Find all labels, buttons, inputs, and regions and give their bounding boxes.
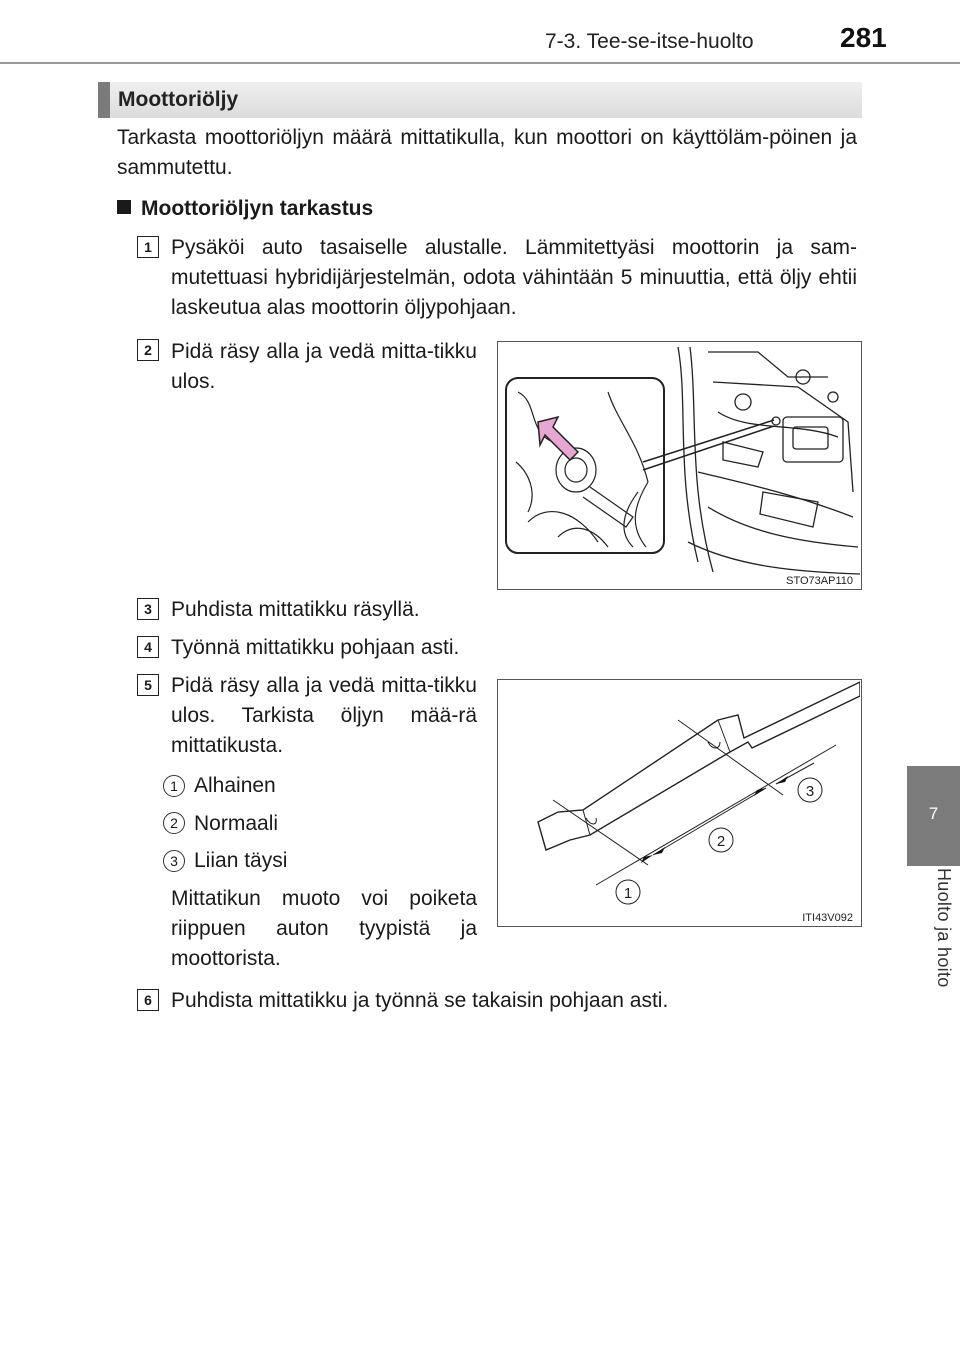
step-number-badge: 4 xyxy=(137,636,159,658)
chapter-title: Huolto ja hoito xyxy=(934,868,954,988)
step-number-badge: 5 xyxy=(137,674,159,696)
figure-code: STO73AP110 xyxy=(786,575,853,587)
chapter-number: 7 xyxy=(928,804,939,823)
level-label: Liian täysi xyxy=(194,849,288,872)
dipstick-label-low: 1 xyxy=(623,885,633,902)
dipstick-label-overfull: 3 xyxy=(805,783,815,800)
step-text: Työnnä mittatikku pohjaan asti. xyxy=(171,636,460,659)
page-number: 281 xyxy=(840,22,887,53)
level-number-circle: 2 xyxy=(163,812,185,834)
header-divider xyxy=(0,62,960,64)
subsection-title: Moottoriöljyn tarkastus xyxy=(141,197,374,220)
section-reference: 7-3. Tee-se-itse-huolto xyxy=(545,30,754,53)
step-text: Puhdista mittatikku räsyllä. xyxy=(171,598,420,621)
dipstick-illustration xyxy=(498,680,860,925)
level-label: Alhainen xyxy=(194,774,276,797)
section-title: Moottoriöljy xyxy=(118,88,239,111)
engine-bay-illustration xyxy=(498,342,860,588)
figure-code: ITI43V092 xyxy=(802,912,853,924)
square-bullet-icon xyxy=(117,200,131,214)
dipstick-label-normal: 2 xyxy=(716,833,726,850)
chapter-tab xyxy=(907,766,960,866)
dipstick-figure xyxy=(497,679,862,927)
note-text: Mittatikun muoto voi poiketa riippuen auton tyypistä ja moottorista. xyxy=(171,887,477,970)
step-number-badge: 2 xyxy=(137,339,159,361)
step-number-badge: 1 xyxy=(137,236,159,258)
step-number-badge: 3 xyxy=(137,598,159,620)
level-number-circle: 1 xyxy=(163,775,185,797)
step-text: Pidä räsy alla ja vedä mitta-tikku ulos. Tarkista öljyn mää-rä mittatikusta. xyxy=(171,674,477,757)
step-text: Pidä räsy alla ja vedä mitta-tikku ulos. xyxy=(171,340,477,393)
step-text: Puhdista mittatikku ja työnnä se takaisin pohjaan asti. xyxy=(171,989,669,1012)
subsection-heading xyxy=(117,197,373,221)
intro-paragraph: Tarkasta moottoriöljyn määrä mittatikulla, kun moottori on käyttöläm-pöinen ja sammutettu. xyxy=(117,126,857,179)
section-title-box xyxy=(98,82,862,118)
level-label: Normaali xyxy=(194,812,279,835)
step-number-badge: 6 xyxy=(137,989,159,1011)
level-number-circle: 3 xyxy=(163,850,185,872)
step-text: Pysäköi auto tasaiselle alustalle. Lämmitettyäsi moottorin ja sam-mutettuasi hybridijärjestelmän, odota vähintään 5 minuuttia, että öljy ehtii laskeutua alas moottorin öljypohjaan. xyxy=(171,236,857,319)
engine-bay-figure xyxy=(497,341,862,590)
